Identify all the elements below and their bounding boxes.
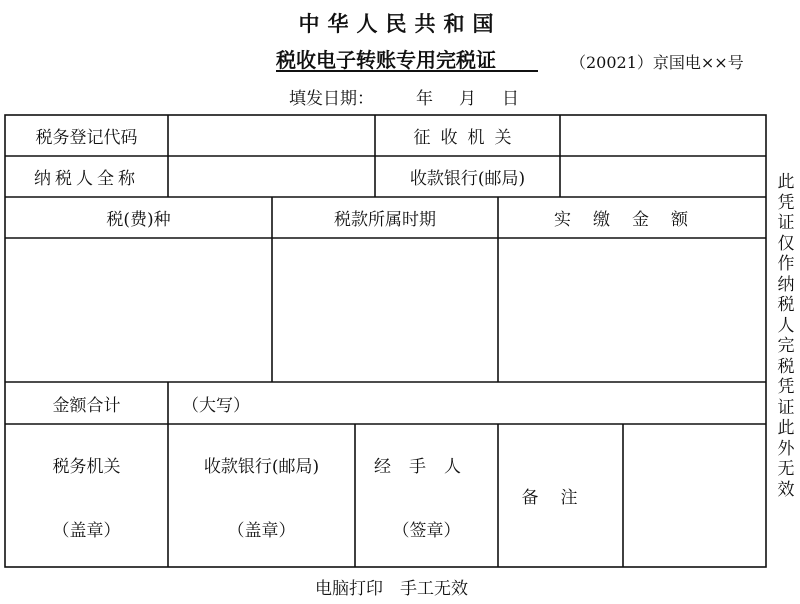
- sign-receiving-bank-label: 收款银行(邮局): [203, 456, 320, 477]
- fill-date-day: 日: [502, 89, 519, 109]
- remarks-label: 备注: [521, 488, 600, 508]
- capital-label: （大写）: [182, 395, 250, 416]
- total-amount-label: 金额合计: [52, 395, 121, 416]
- collecting-authority-field[interactable]: [560, 115, 766, 156]
- fill-date-month: 月: [459, 89, 476, 109]
- remarks-field[interactable]: [623, 424, 766, 567]
- sign-tax-authority-label: 税务机关: [52, 456, 121, 477]
- tax-reg-code-label: 税务登记代码: [35, 128, 138, 148]
- footer-note: 电脑打印 手工无效: [315, 579, 468, 599]
- tax-type-header: 税(费)种: [106, 210, 171, 230]
- tax-period-field[interactable]: [272, 238, 498, 382]
- receiving-bank-field[interactable]: [560, 156, 766, 197]
- tax-period-header: 税款所属时期: [334, 210, 436, 230]
- form-title: 中华人民共和国: [298, 12, 502, 36]
- receiving-bank-seal-label: （盖章）: [227, 520, 296, 541]
- taxpayer-name-field[interactable]: [168, 156, 375, 197]
- tax-type-field[interactable]: [5, 238, 272, 382]
- document-number: （20021）京国电××号: [570, 53, 744, 72]
- side-validity-note: 此凭证仅作纳税人完税凭证 此外无效: [777, 172, 795, 500]
- receiving-bank-label: 收款银行(邮局): [409, 169, 526, 189]
- form-subtitle: 税收电子转账专用完税证: [276, 48, 496, 72]
- fill-date-year: 年: [416, 89, 433, 109]
- taxpayer-name-label: 纳税人全称: [34, 169, 139, 189]
- total-amount-capital-field[interactable]: [168, 382, 766, 424]
- fill-date-label: 填发日期：: [289, 89, 374, 109]
- handler-signature-label: （签章）: [392, 520, 461, 541]
- collecting-authority-label: 征收机关: [413, 128, 522, 148]
- tax-authority-seal-label: （盖章）: [52, 520, 121, 541]
- actual-amount-field[interactable]: [498, 238, 766, 382]
- actual-amount-header: 实缴金额: [554, 210, 710, 230]
- tax-reg-code-field[interactable]: [168, 115, 375, 156]
- handler-label: 经手人: [374, 456, 479, 477]
